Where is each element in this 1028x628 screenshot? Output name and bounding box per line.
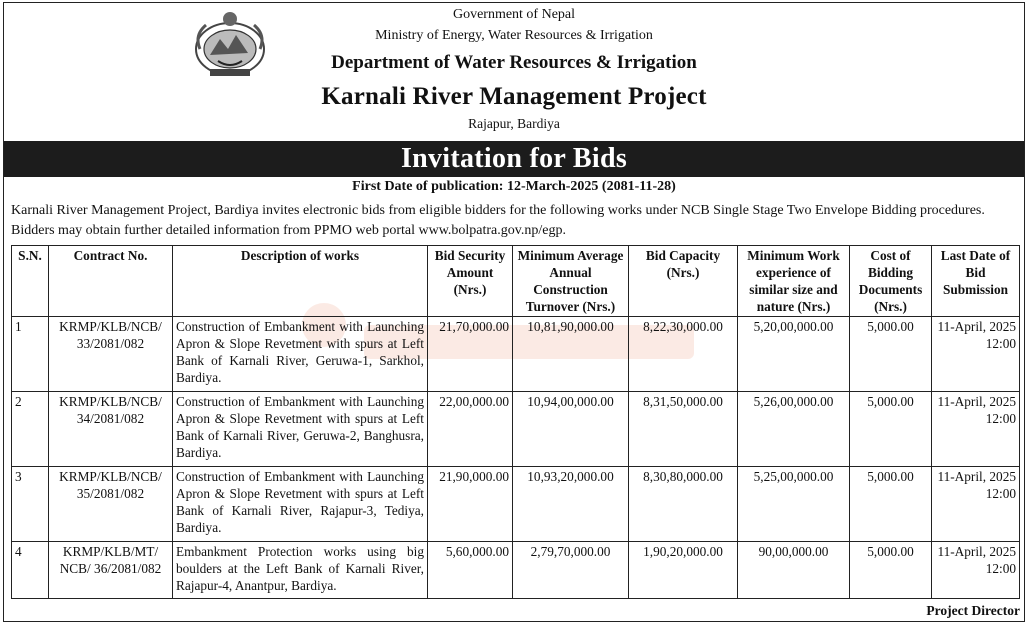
cell-contract: KRMP/KLB/NCB/ 35/2081/082 <box>49 467 173 542</box>
cell-last-date: 11-April, 2025 12:00 <box>932 317 1020 392</box>
publication-date: First Date of publication: 12-March-2025 (2081-11-28) <box>352 179 676 194</box>
cell-last-date: 11-April, 2025 12:00 <box>932 467 1020 542</box>
cell-contract: KRMP/KLB/NCB/ 33/2081/082 <box>49 317 173 392</box>
cell-sn: 4 <box>12 542 49 599</box>
cell-doc-cost: 5,000.00 <box>850 542 932 599</box>
header-last-date: Last Date of Bid Submission <box>932 246 1020 317</box>
cell-doc-cost: 5,000.00 <box>850 317 932 392</box>
department-line: Department of Water Resources & Irrigation <box>331 52 697 73</box>
table-row <box>12 317 1020 392</box>
header-description: Description of works <box>173 246 428 317</box>
cell-bid-security: 22,00,000.00 <box>428 392 513 467</box>
table-row <box>12 542 1020 599</box>
cell-capacity: 8,22,30,000.00 <box>629 317 738 392</box>
signoff: Project Director <box>926 603 1020 618</box>
header-capacity: Bid Capacity (Nrs.) <box>629 246 738 317</box>
cell-description: Construction of Embankment with Launching Apron & Slope Revetment with spurs at Left Bank of Karnali River, Rajapur-3, Tediya, Bardiya. <box>173 467 428 542</box>
cell-sn: 3 <box>12 467 49 542</box>
header-experience: Minimum Work experience of similar size and nature (Nrs.) <box>738 246 850 317</box>
notice-header <box>4 3 1024 140</box>
cell-contract: KRMP/KLB/MT/ NCB/ 36/2081/082 <box>49 542 173 599</box>
cell-doc-cost: 5,000.00 <box>850 392 932 467</box>
table-row <box>12 467 1020 542</box>
cell-last-date: 11-April, 2025 12:00 <box>932 392 1020 467</box>
header-turnover: Minimum Average Annual Construction Turnover (Nrs.) <box>513 246 629 317</box>
header-bid-security: Bid Security Amount (Nrs.) <box>428 246 513 317</box>
cell-description: Embankment Protection works using big boulders at the Left Bank of Karnali River, Rajapur-4, Anantpur, Bardiya. <box>173 542 428 599</box>
cell-last-date: 11-April, 2025 12:00 <box>932 542 1020 599</box>
cell-sn: 1 <box>12 317 49 392</box>
cell-bid-security: 21,70,000.00 <box>428 317 513 392</box>
cell-turnover: 2,79,70,000.00 <box>513 542 629 599</box>
intro-line-2: Bidders may obtain further detailed information from PPMO web portal www.bolpatra.gov.np/egp. <box>11 223 566 238</box>
cell-capacity: 8,30,80,000.00 <box>629 467 738 542</box>
ministry-line: Ministry of Energy, Water Resources & Irrigation <box>375 28 653 43</box>
table-header-row <box>12 246 1020 317</box>
project-title: Karnali River Management Project <box>321 83 707 110</box>
cell-turnover: 10,93,20,000.00 <box>513 467 629 542</box>
cell-description: Construction of Embankment with Launching Apron & Slope Revetment with spurs at Left Bank of Karnali River, Geruwa-2, Banghusra, Bardiya. <box>173 392 428 467</box>
table-row <box>12 392 1020 467</box>
cell-contract: KRMP/KLB/NCB/ 34/2081/082 <box>49 392 173 467</box>
cell-doc-cost: 5,000.00 <box>850 467 932 542</box>
cell-bid-security: 5,60,000.00 <box>428 542 513 599</box>
cell-experience: 5,20,00,000.00 <box>738 317 850 392</box>
cell-capacity: 8,31,50,000.00 <box>629 392 738 467</box>
header-contract: Contract No. <box>49 246 173 317</box>
cell-sn: 2 <box>12 392 49 467</box>
intro-line-1: Karnali River Management Project, Bardiya invites electronic bids from eligible bidders for the following works under NCB Single Stage Two Envelope Bidding procedures. <box>11 203 985 218</box>
header-doc-cost: Cost of Bidding Documents (Nrs.) <box>850 246 932 317</box>
project-location: Rajapur, Bardiya <box>468 116 560 131</box>
cell-turnover: 10,94,00,000.00 <box>513 392 629 467</box>
cell-experience: 5,25,00,000.00 <box>738 467 850 542</box>
government-line: Government of Nepal <box>452 7 576 22</box>
cell-experience: 5,26,00,000.00 <box>738 392 850 467</box>
header-sn: S.N. <box>12 246 49 317</box>
cell-experience: 90,00,000.00 <box>738 542 850 599</box>
notice-banner: Invitation for Bids <box>4 141 1024 177</box>
cell-bid-security: 21,90,000.00 <box>428 467 513 542</box>
intro-text <box>11 201 1020 241</box>
cell-capacity: 1,90,20,000.00 <box>629 542 738 599</box>
cell-turnover: 10,81,90,000.00 <box>513 317 629 392</box>
bid-notice <box>3 2 1025 622</box>
bids-table <box>11 245 1020 599</box>
cell-description: Construction of Embankment with Launching Apron & Slope Revetment with spurs at Left Bank of Karnali River, Geruwa-1, Sarkhol, Bardiya. <box>173 317 428 392</box>
